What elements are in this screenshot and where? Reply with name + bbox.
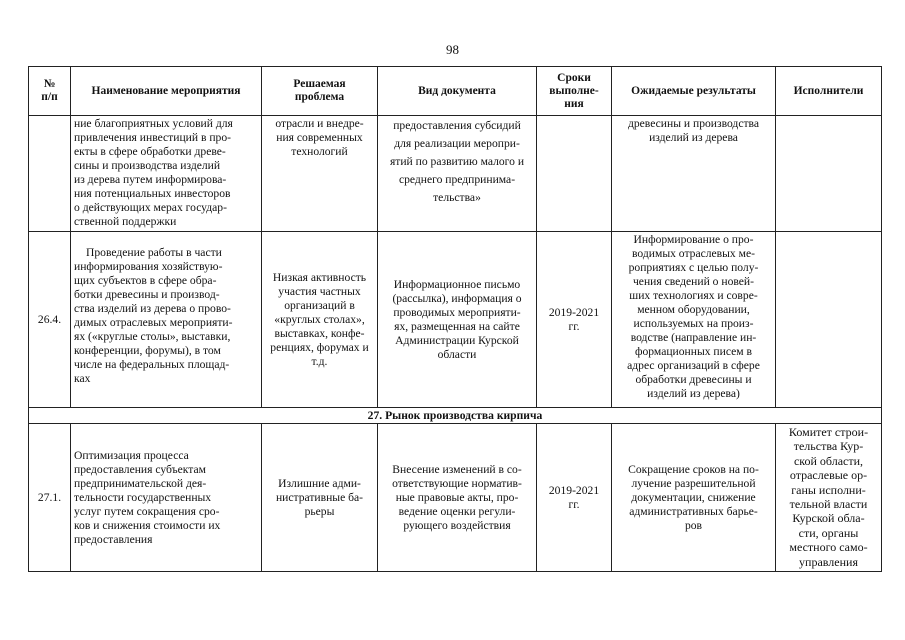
table-row bbox=[29, 232, 882, 408]
cell-name: ние благоприятных условий для привлечения инвестиций в про- екты в сфере обработки древе- сины и производства изделий из дерева путем информирова- ния потенциальных инвесторов о действующих мерах государ- ственной поддержки bbox=[71, 116, 262, 232]
cell-problem: отрасли и внедре- ния современных технологий bbox=[262, 116, 378, 232]
header-name: Наименование мероприятия bbox=[71, 67, 262, 116]
header-problem: Решаемая проблема bbox=[262, 67, 378, 116]
cell-deadline bbox=[537, 116, 612, 232]
cell-executors bbox=[776, 232, 882, 408]
cell-name: Оптимизация процесса предоставления субъектам предпринимательской дея- тельности государственных услуг путем сокращения сро- ков и снижения стоимости их предоставления bbox=[71, 424, 262, 572]
cell-num bbox=[29, 116, 71, 232]
cell-num: 26.4. bbox=[29, 232, 71, 408]
cell-problem: Низкая активность участия частных организаций в «круглых столах», выставках, конфе- ренциях, форумах и т.д. bbox=[262, 232, 378, 408]
cell-results: древесины и производства изделий из дерева bbox=[612, 116, 776, 232]
cell-results: Сокращение сроков на по- лучение разрешительной документации, снижение административных барье- ров bbox=[612, 424, 776, 572]
table-row bbox=[29, 116, 882, 232]
cell-doc-type: Информационное письмо (рассылка), информация о проводимых мероприяти- ях, размещенная на сайте Администрации Курской области bbox=[378, 232, 537, 408]
cell-results: Информирование о про- водимых отраслевых ме- роприятиях с целью полу- чения сведений о новей- ших технологиях и совре- менном оборудовании, используемых на произ- водстве (направление ин- формационных писем в адрес организаций в сфере обработки древесины и изделий из дерева) bbox=[612, 232, 776, 408]
section-title: 27. Рынок производства кирпича bbox=[29, 408, 882, 424]
measures-table bbox=[28, 66, 882, 572]
cell-executors bbox=[776, 116, 882, 232]
table-header-row bbox=[29, 67, 882, 116]
header-executors: Исполнители bbox=[776, 67, 882, 116]
header-doc-type: Вид документа bbox=[378, 67, 537, 116]
section-row bbox=[29, 408, 882, 424]
table-row bbox=[29, 424, 882, 572]
header-num: № п/п bbox=[29, 67, 71, 116]
cell-name: Проведение работы в части информирования хозяйствую- щих субъектов в сфере обра- ботки древесины и производ- ства изделий из дерева о прово- димых отраслевых мероприяти- ях («круглые столы», выставки, конференции, форумы), в том числе на федеральных площад- ках bbox=[71, 232, 262, 408]
header-deadline: Сроки выполне- ния bbox=[537, 67, 612, 116]
cell-num: 27.1. bbox=[29, 424, 71, 572]
cell-deadline: 2019-2021 гг. bbox=[537, 232, 612, 408]
cell-doc-type: предоставления субсидий для реализации меропри- ятий по развитию малого и среднего предпринима- тельства» bbox=[378, 116, 537, 232]
cell-deadline: 2019-2021 гг. bbox=[537, 424, 612, 572]
cell-executors: Комитет строи- тельства Кур- ской области, отраслевые ор- ганы исполни- тельной власти Курской обла- сти, органы местного само- управления bbox=[776, 424, 882, 572]
page-number: 98 bbox=[446, 42, 459, 57]
cell-doc-type: Внесение изменений в со- ответствующие норматив- ные правовые акты, про- ведение оценки регули- рующего воздействия bbox=[378, 424, 537, 572]
header-results: Ожидаемые результаты bbox=[612, 67, 776, 116]
cell-problem: Излишние адми- нистративные ба- рьеры bbox=[262, 424, 378, 572]
